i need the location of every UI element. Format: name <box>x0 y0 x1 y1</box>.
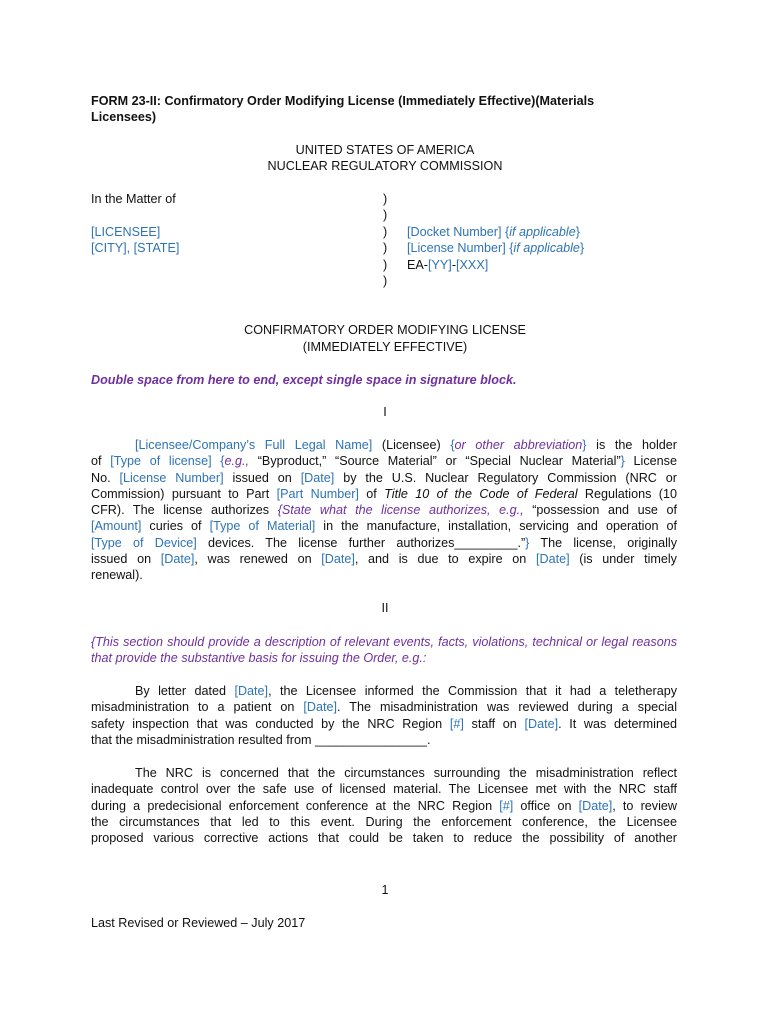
text-run: [Part Number] <box>276 486 359 501</box>
text-run: CFR). The license authorizes <box>91 503 278 518</box>
ea-year-placeholder: [YY] <box>428 258 452 272</box>
text-run: office on <box>513 798 579 813</box>
text-run: safety inspection that was conducted by the NRC Region <box>91 716 450 731</box>
text-run: [Date] <box>535 552 570 567</box>
text-run: devices. The license further authorizes_________.” <box>196 535 526 550</box>
text-run: } <box>620 454 625 469</box>
text-run: inadequate control over the safe use of licensed material. The Licensee met with the NRC staff <box>91 782 677 797</box>
text-run: . The misadministration was reviewed during a special <box>336 700 677 715</box>
license-number-placeholder: [License Number] <box>407 241 506 255</box>
text-run: [Type of Device] <box>91 535 197 550</box>
footer-revision-date: Last Revised or Reviewed – July 2017 <box>91 916 306 930</box>
text-run: No. <box>91 470 120 485</box>
text-run: [Date] <box>321 552 355 567</box>
text-run: of <box>358 486 385 501</box>
brace: { <box>509 241 514 255</box>
text-line <box>91 683 677 699</box>
text-line <box>91 535 677 551</box>
text-line <box>91 781 677 797</box>
text-run: curies of <box>141 519 210 534</box>
caption-paren: ) <box>383 208 388 222</box>
text-run: “possession and use of <box>523 503 677 518</box>
brace: { <box>504 225 510 239</box>
section-ii-instruction: {This section should provide a description of relevant events, facts, violations, technical or legal reasons that provide the substantive basis for issuing the Order, e.g.: <box>91 635 677 666</box>
text-run: issued on <box>91 552 161 567</box>
text-line <box>91 732 677 748</box>
text-run: proposed various corrective actions that could be taken to reduce the possibility of another <box>91 831 677 846</box>
text-run: in the manufacture, installation, servicing and operation of <box>315 519 678 534</box>
text-run: , the Licensee informed the Commission that it had a teletherapy <box>268 684 677 698</box>
text-line <box>91 437 677 453</box>
order-title-line-2: (IMMEDIATELY EFFECTIVE) <box>302 340 468 354</box>
text-run: “Byproduct,” “Source Material” or “Special Nuclear Material” <box>249 454 621 469</box>
text-run: of <box>91 454 111 469</box>
text-run: By letter dated <box>135 684 235 698</box>
text-run: [Date] <box>300 470 335 485</box>
section-heading-ii: II <box>381 601 389 615</box>
text-run: License <box>624 454 677 469</box>
text-run: [Date] <box>578 798 613 813</box>
text-run: . It was determined <box>558 716 677 731</box>
ea-dash: - <box>451 258 457 272</box>
text-run: [License Number] <box>119 470 224 485</box>
caption-paren: ) <box>383 258 388 272</box>
text-run: e.g., <box>224 454 250 469</box>
text-run: } <box>582 438 587 452</box>
text-run: (Licensee) <box>372 438 451 452</box>
text-run: Title 10 of the Code of Federal <box>384 486 578 501</box>
text-line <box>91 798 677 814</box>
text-run: (is under timely <box>569 552 677 567</box>
ea-number-placeholder: [XXX] <box>456 258 489 272</box>
text-line <box>91 453 677 469</box>
caption-paren: ) <box>383 225 388 239</box>
text-run: The NRC is concerned that the circumstances surrounding the misadministration reflect <box>135 766 677 780</box>
text-run: {State what the license authorizes, e.g., <box>277 503 524 518</box>
city-state-placeholder: [CITY], [STATE] <box>91 241 180 255</box>
misadministration-paragraph <box>91 683 677 748</box>
text-run: [Date] <box>303 700 337 715</box>
license-paragraph <box>91 437 677 584</box>
text-run: , was renewed on <box>194 552 322 567</box>
if-applicable: if applicable <box>513 241 580 255</box>
text-run: [Amount] <box>91 519 142 534</box>
text-run: during a predecisional enforcement conference at the NRC Region <box>91 798 500 813</box>
order-title-line-1: CONFIRMATORY ORDER MODIFYING LICENSE <box>244 323 526 337</box>
docket-number-line <box>407 225 580 239</box>
text-run: [Type of license] <box>110 454 212 469</box>
text-line <box>91 830 677 846</box>
text-run: { <box>450 438 455 452</box>
text-run: [#] <box>499 798 514 813</box>
licensee-placeholder: [LICENSEE] <box>91 225 161 239</box>
section-heading-i: I <box>383 405 387 419</box>
text-line <box>91 716 677 732</box>
text-line <box>91 814 677 830</box>
text-run: misadministration to a patient on <box>91 700 304 715</box>
text-run: by the U.S. Nuclear Regulatory Commission (NRC or <box>334 470 677 485</box>
header-agency: NUCLEAR REGULATORY COMMISSION <box>267 159 503 173</box>
text-line <box>91 470 677 486</box>
caption-paren: ) <box>383 274 388 288</box>
text-run: [Date] <box>524 716 559 731</box>
text-run: , to review <box>612 798 677 813</box>
formatting-instruction: Double space from here to end, except single space in signature block. <box>91 373 517 387</box>
text-run: staff on <box>463 716 525 731</box>
if-applicable: if applicable <box>509 225 576 239</box>
text-run: Commission) pursuant to Part <box>91 486 277 501</box>
ea-number-line <box>407 258 488 272</box>
text-line <box>91 518 677 534</box>
text-run: } <box>525 535 530 550</box>
text-run: the circumstances that led to this event. During the enforcement conference, the Licensee <box>91 814 677 829</box>
docket-number-placeholder: [Docket Number] <box>407 225 502 239</box>
text-run: that the misadministration resulted from ________________. <box>91 732 431 747</box>
form-title-line-2: Licensees) <box>91 110 157 124</box>
caption-paren: ) <box>383 192 388 206</box>
text-line <box>91 486 677 502</box>
form-title-line-1: FORM 23-II: Confirmatory Order Modifying License (Immediately Effective)(Materials <box>91 94 595 108</box>
text-run: [Licensee/Company’s Full Legal Name] <box>135 438 373 452</box>
header-country: UNITED STATES OF AMERICA <box>295 143 475 157</box>
license-number-line <box>407 241 584 255</box>
text-run: [Type of Material] <box>209 519 316 534</box>
text-line <box>91 551 677 567</box>
text-run: [Date] <box>234 684 269 698</box>
text-run: [#] <box>449 716 464 731</box>
text-run: or other abbreviation <box>454 438 583 452</box>
text-run: { <box>211 454 225 469</box>
text-line <box>91 567 677 583</box>
text-line <box>91 502 677 518</box>
text-run: Regulations (10 <box>577 486 677 501</box>
caption-paren: ) <box>383 241 388 255</box>
nrc-concern-paragraph <box>91 765 677 846</box>
page-number: 1 <box>381 883 389 897</box>
text-run: is the holder <box>586 438 677 452</box>
text-line <box>91 765 677 781</box>
text-run: issued on <box>223 470 301 485</box>
text-line <box>91 699 677 715</box>
ea-prefix: EA- <box>407 258 428 272</box>
text-run: The license, originally <box>529 535 677 550</box>
in-the-matter-of: In the Matter of <box>91 192 176 206</box>
brace: } <box>579 241 585 255</box>
text-run: , and is due to expire on <box>354 552 536 567</box>
text-run: renewal). <box>91 568 143 583</box>
text-run: [Date] <box>160 552 195 567</box>
brace: } <box>575 225 580 239</box>
